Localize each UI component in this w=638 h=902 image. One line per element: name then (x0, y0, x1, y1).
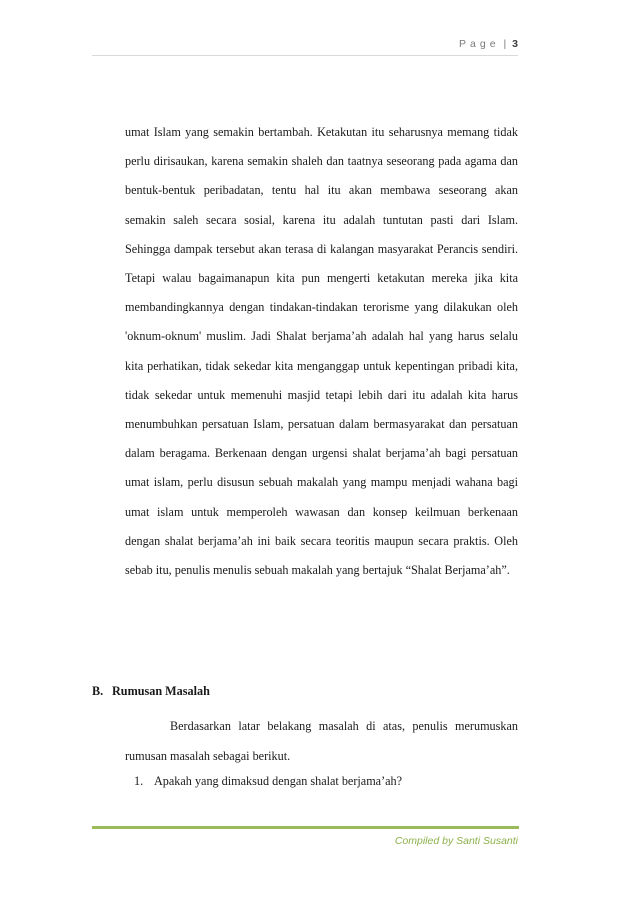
page-header (92, 38, 518, 55)
section-paragraph (125, 711, 518, 771)
list-marker: 1. (134, 774, 144, 788)
footer-credit: Compiled by Santi Susanti (394, 835, 518, 847)
header-divider (92, 55, 518, 56)
section-letter: B. (92, 684, 104, 698)
body-paragraph: umat Islam yang semakin bertambah. Ketakutan itu seharusnya memang tidak perlu dirisaukan, karena semakin shaleh dan taatnya seseorang pada agama dan bentuk-bentuk peribadatan, tentu hal itu akan membawa seseorang akan semakin saleh secara sosial, karena itu adalah tuntutan pasti dari Islam. Sehingga dampak tersebut akan terasa di kalangan masyarakat Perancis sendiri. Tetapi walau bagaimanapun kita pun mengerti ketakutan mereka jika kita membandingkannya dengan tindakan-tindakan terorisme yang dilakukan oleh 'oknum-oknum' muslim. Jadi Shalat berjama’ah adalah hal yang harus selalu kita perhatikan, tidak sekedar kita menganggap untuk kepentingan pribadi kita, tidak sekedar untuk memenuhi masjid tetapi lebih dari itu adalah kita harus menumbuhkan persatuan Islam, persatuan dalam bermasyarakat dan persatuan dalam beragama. Berkenaan dengan urgensi shalat berjama’ah bagi persatuan umat islam, perlu disusun sebuah makalah yang mampu menjadi wahana bagi umat islam untuk memperoleh wawasan dan konsep keilmuan berkenaan dengan shalat berjama’ah ini baik secara teoritis maupun secara praktis. Oleh sebab itu, penulis menulis sebuah makalah yang bertajuk “Shalat Berjama’ah”. (125, 125, 518, 578)
list-item-text: Apakah yang dimaksud dengan shalat berjama’ah? (154, 774, 403, 788)
page-number: 3 (512, 38, 518, 50)
page-label: Page (459, 38, 500, 50)
footer-divider (92, 826, 519, 829)
list-item (134, 773, 518, 789)
section-paragraph-text: Berdasarkan latar belakang masalah di atas, penulis merumuskan rumusan masalah sebagai berikut. (125, 719, 518, 763)
section-heading (92, 683, 512, 699)
section-title: Rumusan Masalah (112, 684, 210, 698)
page-separator: | (503, 38, 507, 50)
